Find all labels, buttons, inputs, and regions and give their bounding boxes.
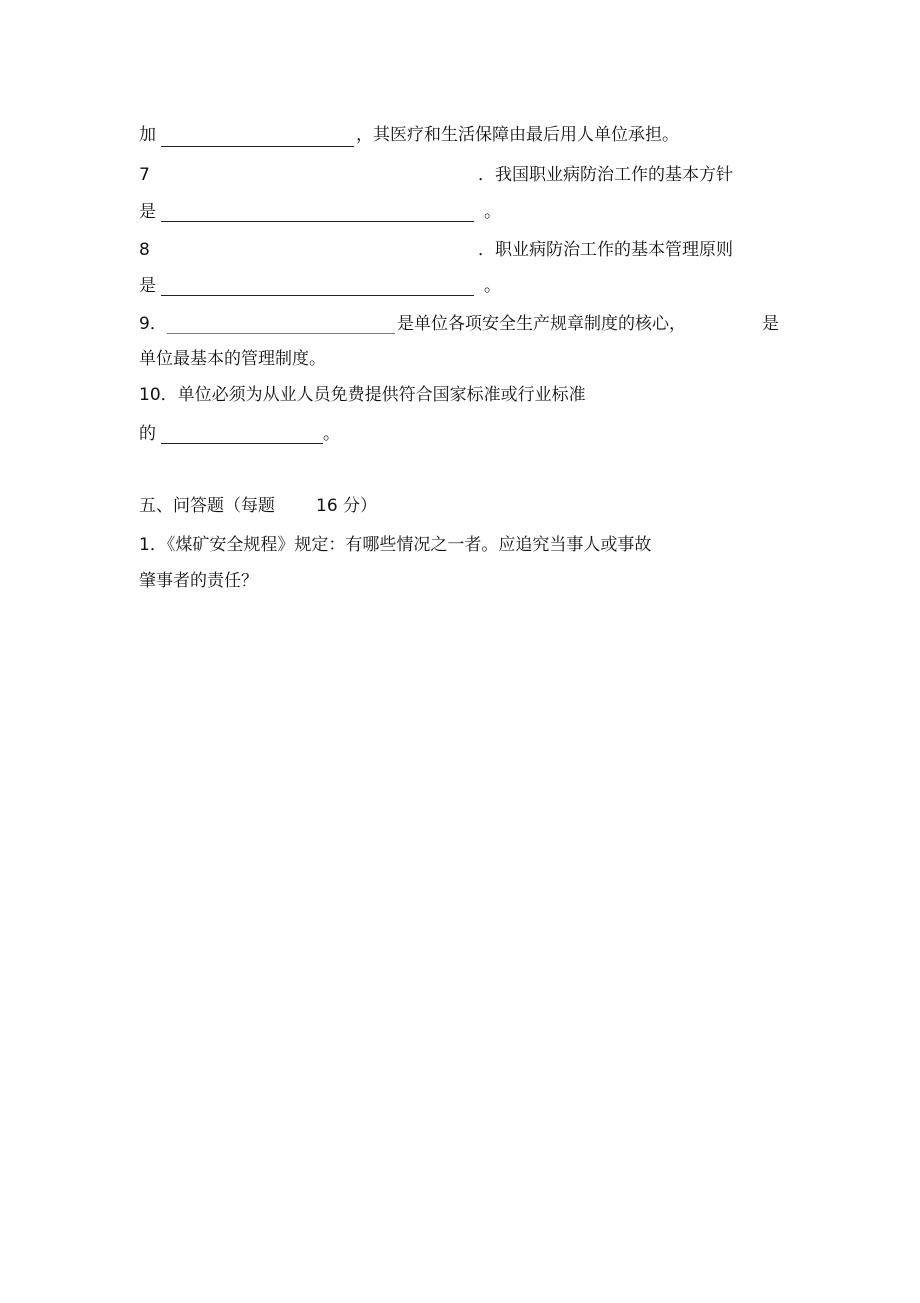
q10-end: 。 (323, 424, 340, 444)
q6-start: 加 (139, 125, 156, 145)
q7-line2-start: 是 (139, 202, 156, 222)
q7-number: 7 (139, 165, 150, 185)
q7-blank (161, 221, 474, 222)
q8-blank (161, 295, 474, 296)
q8-end: 。 (484, 276, 501, 296)
q10-line1: 10．单位必须为从业人员免费提供符合国家标准或行业标准 (139, 385, 586, 405)
q6-end: ，其医疗和生活保障由最后用人单位承担。 (356, 125, 679, 145)
q10-line2-start: 的 (139, 424, 156, 444)
qa1-line2: 肇事者的责任？ (139, 571, 258, 591)
q8-line2-start: 是 (139, 276, 156, 296)
q7-text: ．我国职业病防治工作的基本方针 (478, 165, 733, 185)
section5-title: 五、问答题（每题 (139, 496, 275, 516)
section5-score: 16 分） (316, 496, 378, 516)
q8-number: 8 (139, 240, 150, 260)
q10-blank (161, 443, 323, 444)
q6-blank (161, 146, 354, 147)
q8-text: ．职业病防治工作的基本管理原则 (478, 240, 733, 260)
q9-blank (167, 333, 395, 334)
q9-number: 9． (139, 314, 167, 334)
q7-end: 。 (484, 202, 501, 222)
q9-line2: 单位最基本的管理制度。 (139, 349, 326, 369)
q9-text: 是单位各项安全生产规章制度的核心， (397, 314, 686, 334)
q9-text-tail: 是 (762, 314, 779, 334)
qa1-line1: 1．《煤矿安全规程》规定：有哪些情况之一者。应追究当事人或事故 (139, 535, 652, 555)
